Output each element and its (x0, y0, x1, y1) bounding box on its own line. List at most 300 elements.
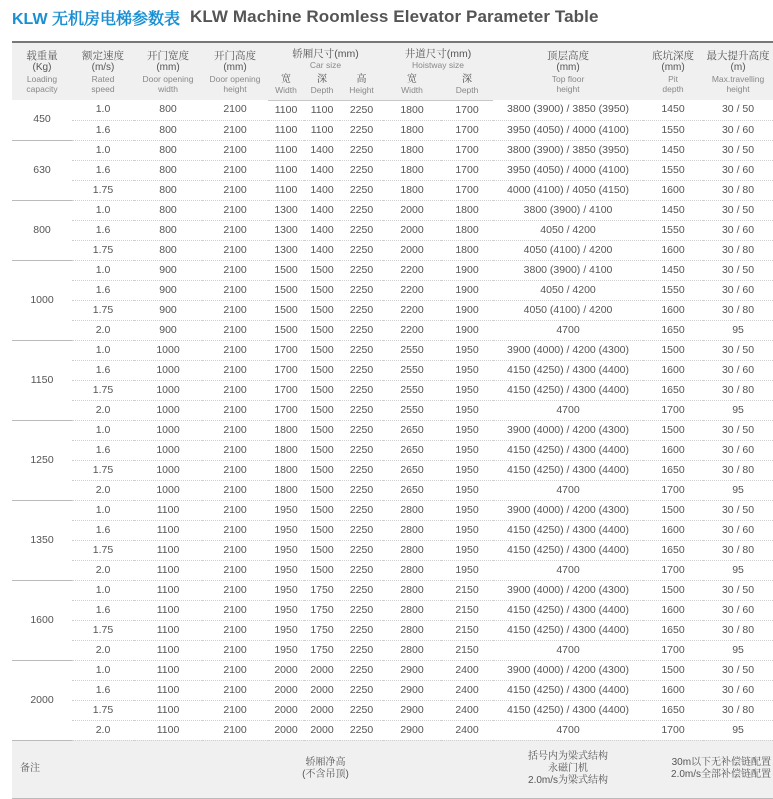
cell-car-depth: 1400 (304, 140, 340, 160)
cell-pit-depth: 1550 (643, 160, 703, 180)
cell-door-width: 1100 (134, 720, 202, 740)
cell-hoistway-depth: 1800 (441, 240, 493, 260)
cell-pit-depth: 1450 (643, 100, 703, 120)
cell-speed: 1.75 (72, 300, 134, 320)
cell-hoistway-depth: 1950 (441, 520, 493, 540)
cell-car-width: 1500 (268, 260, 304, 280)
cell-top-floor-height: 4700 (493, 480, 643, 500)
table-row (12, 360, 773, 380)
cell-hoistway-depth: 2150 (441, 640, 493, 660)
cell-hoistway-depth: 1700 (441, 140, 493, 160)
cell-pit-depth: 1650 (643, 620, 703, 640)
cell-speed: 1.0 (72, 660, 134, 680)
cell-hoistway-depth: 2150 (441, 620, 493, 640)
cell-car-depth: 1500 (304, 480, 340, 500)
cell-car-depth: 2000 (304, 720, 340, 740)
header-speed: 额定速度 (m/s) Rated speed (72, 42, 134, 100)
cell-door-height: 2100 (202, 440, 268, 460)
cell-hoistway-width: 2800 (383, 620, 441, 640)
cell-speed: 1.75 (72, 540, 134, 560)
header-hoistway: 井道尺寸(mm) Hoistway size (383, 42, 493, 70)
cell-speed: 1.75 (72, 240, 134, 260)
cell-car-height: 2250 (340, 200, 383, 220)
cell-pit-depth: 1600 (643, 240, 703, 260)
cell-door-height: 2100 (202, 680, 268, 700)
cell-travel-height: 30 / 50 (703, 140, 773, 160)
cell-top-floor-height: 4050 / 4200 (493, 280, 643, 300)
cell-car-width: 1500 (268, 300, 304, 320)
cell-car-height: 2250 (340, 420, 383, 440)
cell-door-height: 2100 (202, 100, 268, 120)
cell-pit-depth: 1650 (643, 460, 703, 480)
cell-hoistway-width: 2000 (383, 200, 441, 220)
cell-car-height: 2250 (340, 640, 383, 660)
cell-speed: 2.0 (72, 720, 134, 740)
cell-hoistway-width: 2000 (383, 240, 441, 260)
cell-pit-depth: 1550 (643, 220, 703, 240)
cell-door-height: 2100 (202, 240, 268, 260)
cell-load: 1350 (12, 500, 72, 580)
table-row (12, 700, 773, 720)
cell-door-height: 2100 (202, 460, 268, 480)
cell-top-floor-height: 4700 (493, 560, 643, 580)
cell-door-width: 800 (134, 180, 202, 200)
header-car-size: 轿厢尺寸(mm) Car size (268, 42, 383, 70)
table-row (12, 280, 773, 300)
cell-car-width: 1100 (268, 100, 304, 120)
cell-speed: 1.0 (72, 420, 134, 440)
cell-travel-height: 30 / 50 (703, 200, 773, 220)
cell-door-width: 1000 (134, 480, 202, 500)
table-row (12, 680, 773, 700)
cell-car-width: 1800 (268, 460, 304, 480)
cell-door-height: 2100 (202, 600, 268, 620)
cell-hoistway-depth: 1900 (441, 320, 493, 340)
cell-car-depth: 2000 (304, 700, 340, 720)
table-row (12, 220, 773, 240)
cell-pit-depth: 1500 (643, 500, 703, 520)
cell-top-floor-height: 3800 (3900) / 4100 (493, 260, 643, 280)
cell-load: 630 (12, 140, 72, 200)
cell-hoistway-depth: 1950 (441, 540, 493, 560)
cell-hoistway-width: 1800 (383, 120, 441, 140)
cell-hoistway-depth: 2400 (441, 660, 493, 680)
cell-car-width: 1300 (268, 220, 304, 240)
cell-door-height: 2100 (202, 580, 268, 600)
cell-speed: 1.75 (72, 460, 134, 480)
table-row (12, 260, 773, 280)
cell-car-height: 2250 (340, 720, 383, 740)
cell-door-width: 900 (134, 300, 202, 320)
header-travel: 最大提升高度 (m) Max.travelling height (703, 42, 773, 100)
cell-car-depth: 1400 (304, 220, 340, 240)
cell-hoistway-width: 2800 (383, 600, 441, 620)
cell-pit-depth: 1500 (643, 660, 703, 680)
table-row (12, 480, 773, 500)
cell-door-width: 1100 (134, 520, 202, 540)
cell-hoistway-width: 2200 (383, 260, 441, 280)
cell-pit-depth: 1450 (643, 200, 703, 220)
cell-load: 1250 (12, 420, 72, 500)
cell-speed: 1.0 (72, 100, 134, 120)
cell-hoistway-width: 1800 (383, 140, 441, 160)
cell-car-height: 2250 (340, 180, 383, 200)
cell-top-floor-height: 4150 (4250) / 4300 (4400) (493, 600, 643, 620)
cell-door-height: 2100 (202, 380, 268, 400)
cell-pit-depth: 1600 (643, 300, 703, 320)
cell-hoistway-depth: 1950 (441, 340, 493, 360)
cell-car-width: 1300 (268, 240, 304, 260)
cell-car-width: 1100 (268, 160, 304, 180)
cell-travel-height: 30 / 50 (703, 340, 773, 360)
cell-travel-height: 30 / 60 (703, 600, 773, 620)
cell-load: 2000 (12, 660, 72, 740)
cell-door-height: 2100 (202, 180, 268, 200)
cell-door-width: 1100 (134, 540, 202, 560)
cell-car-width: 1950 (268, 580, 304, 600)
cell-speed: 1.75 (72, 700, 134, 720)
cell-hoistway-depth: 1950 (441, 560, 493, 580)
car-height-note: 轿厢净高 (不含吊顶) (268, 740, 383, 798)
cell-car-depth: 1100 (304, 100, 340, 120)
cell-travel-height: 95 (703, 320, 773, 340)
cell-speed: 2.0 (72, 320, 134, 340)
cell-car-width: 2000 (268, 720, 304, 740)
cell-car-width: 1100 (268, 180, 304, 200)
cell-door-width: 800 (134, 220, 202, 240)
cell-door-width: 1100 (134, 580, 202, 600)
table-row (12, 540, 773, 560)
cell-car-depth: 1500 (304, 300, 340, 320)
cell-load: 450 (12, 100, 72, 140)
cell-hoistway-width: 2900 (383, 660, 441, 680)
cell-hoistway-depth: 1950 (441, 440, 493, 460)
cell-door-height: 2100 (202, 280, 268, 300)
cell-hoistway-width: 2200 (383, 300, 441, 320)
cell-door-height: 2100 (202, 540, 268, 560)
cell-travel-height: 30 / 60 (703, 160, 773, 180)
cell-car-height: 2250 (340, 460, 383, 480)
cell-car-height: 2250 (340, 660, 383, 680)
notes-label: 备注 (12, 740, 134, 798)
cell-car-depth: 1400 (304, 160, 340, 180)
cell-hoistway-depth: 1800 (441, 220, 493, 240)
cell-travel-height: 30 / 80 (703, 380, 773, 400)
cell-door-height: 2100 (202, 200, 268, 220)
cell-pit-depth: 1700 (643, 560, 703, 580)
cell-speed: 1.6 (72, 160, 134, 180)
cell-speed: 1.6 (72, 280, 134, 300)
cell-top-floor-height: 4150 (4250) / 4300 (4400) (493, 680, 643, 700)
cell-door-height: 2100 (202, 420, 268, 440)
cell-car-depth: 1500 (304, 560, 340, 580)
cell-car-depth: 1100 (304, 120, 340, 140)
cell-hoistway-width: 2900 (383, 720, 441, 740)
cell-hoistway-depth: 2400 (441, 720, 493, 740)
cell-speed: 1.0 (72, 500, 134, 520)
cell-door-height: 2100 (202, 480, 268, 500)
cell-car-height: 2250 (340, 560, 383, 580)
cell-car-height: 2250 (340, 220, 383, 240)
cell-car-height: 2250 (340, 280, 383, 300)
cell-hoistway-depth: 1800 (441, 200, 493, 220)
cell-hoistway-width: 2550 (383, 380, 441, 400)
cell-car-width: 2000 (268, 700, 304, 720)
cell-car-width: 1700 (268, 380, 304, 400)
cell-door-height: 2100 (202, 720, 268, 740)
cell-travel-height: 30 / 50 (703, 580, 773, 600)
table-row (12, 580, 773, 600)
cell-door-height: 2100 (202, 220, 268, 240)
cell-car-width: 1950 (268, 640, 304, 660)
cell-travel-height: 30 / 50 (703, 100, 773, 120)
cell-top-floor-height: 3800 (3900) / 4100 (493, 200, 643, 220)
cell-hoistway-depth: 1950 (441, 480, 493, 500)
table-row (12, 620, 773, 640)
header-car-depth: 深 Depth (304, 70, 340, 100)
cell-pit-depth: 1650 (643, 380, 703, 400)
header-hoistway-width: 宽 Width (383, 70, 441, 100)
cell-car-depth: 1500 (304, 440, 340, 460)
cell-car-depth: 1500 (304, 360, 340, 380)
cell-car-width: 1700 (268, 360, 304, 380)
cell-hoistway-width: 1800 (383, 100, 441, 120)
cell-hoistway-width: 2550 (383, 400, 441, 420)
cell-car-depth: 1500 (304, 460, 340, 480)
cell-car-width: 1950 (268, 620, 304, 640)
cell-hoistway-width: 2800 (383, 520, 441, 540)
cell-door-height: 2100 (202, 260, 268, 280)
cell-pit-depth: 1600 (643, 520, 703, 540)
cell-car-depth: 1750 (304, 580, 340, 600)
cell-car-height: 2250 (340, 520, 383, 540)
cell-top-floor-height: 3950 (4050) / 4000 (4100) (493, 160, 643, 180)
cell-door-width: 900 (134, 260, 202, 280)
table-row (12, 560, 773, 580)
page-title (12, 6, 599, 28)
cell-door-height: 2100 (202, 160, 268, 180)
cell-car-depth: 1500 (304, 520, 340, 540)
cell-car-depth: 1400 (304, 200, 340, 220)
cell-door-height: 2100 (202, 640, 268, 660)
cell-door-height: 2100 (202, 400, 268, 420)
cell-door-width: 800 (134, 240, 202, 260)
cell-door-width: 1000 (134, 380, 202, 400)
cell-speed: 1.0 (72, 580, 134, 600)
cell-door-height: 2100 (202, 520, 268, 540)
cell-top-floor-height: 4050 / 4200 (493, 220, 643, 240)
cell-hoistway-width: 2550 (383, 360, 441, 380)
cell-pit-depth: 1500 (643, 420, 703, 440)
cell-door-width: 1000 (134, 360, 202, 380)
cell-hoistway-depth: 1700 (441, 120, 493, 140)
table-row (12, 200, 773, 220)
cell-pit-depth: 1600 (643, 360, 703, 380)
cell-travel-height: 30 / 60 (703, 360, 773, 380)
cell-car-height: 2250 (340, 120, 383, 140)
cell-car-depth: 1500 (304, 400, 340, 420)
cell-car-width: 1800 (268, 440, 304, 460)
cell-speed: 2.0 (72, 640, 134, 660)
cell-travel-height: 30 / 80 (703, 540, 773, 560)
cell-top-floor-height: 4150 (4250) / 4300 (4400) (493, 460, 643, 480)
cell-car-depth: 1500 (304, 280, 340, 300)
cell-travel-height: 30 / 50 (703, 260, 773, 280)
cell-car-width: 1950 (268, 540, 304, 560)
cell-hoistway-width: 2800 (383, 500, 441, 520)
header-pit: 底坑深度 (mm) Pit depth (643, 42, 703, 100)
table-row (12, 160, 773, 180)
cell-hoistway-width: 1800 (383, 180, 441, 200)
cell-door-width: 1100 (134, 640, 202, 660)
cell-top-floor-height: 3900 (4000) / 4200 (4300) (493, 580, 643, 600)
cell-hoistway-width: 2900 (383, 680, 441, 700)
cell-speed: 1.0 (72, 140, 134, 160)
cell-speed: 2.0 (72, 400, 134, 420)
header-door-width: 开门宽度 (mm) Door opening width (134, 42, 202, 100)
cell-door-width: 800 (134, 140, 202, 160)
cell-hoistway-width: 2800 (383, 640, 441, 660)
cell-top-floor-height: 4700 (493, 320, 643, 340)
cell-speed: 1.0 (72, 340, 134, 360)
cell-hoistway-width: 1800 (383, 160, 441, 180)
cell-car-height: 2250 (340, 600, 383, 620)
cell-speed: 1.0 (72, 200, 134, 220)
cell-door-height: 2100 (202, 500, 268, 520)
cell-hoistway-width: 2200 (383, 280, 441, 300)
cell-car-width: 1950 (268, 500, 304, 520)
cell-door-height: 2100 (202, 320, 268, 340)
cell-top-floor-height: 4700 (493, 720, 643, 740)
cell-speed: 1.6 (72, 680, 134, 700)
cell-door-width: 1000 (134, 420, 202, 440)
cell-travel-height: 95 (703, 560, 773, 580)
cell-pit-depth: 1700 (643, 400, 703, 420)
cell-hoistway-width: 2800 (383, 540, 441, 560)
cell-hoistway-width: 2650 (383, 420, 441, 440)
header-load: 载重量 (Kg) Loading capacity (12, 42, 72, 100)
cell-speed: 1.75 (72, 180, 134, 200)
table-row (12, 340, 773, 360)
cell-speed: 1.6 (72, 360, 134, 380)
cell-pit-depth: 1650 (643, 700, 703, 720)
cell-top-floor-height: 4700 (493, 400, 643, 420)
cell-speed: 1.6 (72, 600, 134, 620)
cell-car-width: 1950 (268, 560, 304, 580)
cell-car-width: 1700 (268, 400, 304, 420)
cell-door-width: 800 (134, 120, 202, 140)
cell-door-width: 1100 (134, 660, 202, 680)
cell-top-floor-height: 3950 (4050) / 4000 (4100) (493, 120, 643, 140)
cell-travel-height: 30 / 80 (703, 240, 773, 260)
cell-car-depth: 1500 (304, 260, 340, 280)
cell-hoistway-depth: 1700 (441, 100, 493, 120)
cell-door-width: 1100 (134, 500, 202, 520)
cell-pit-depth: 1600 (643, 680, 703, 700)
cell-car-height: 2250 (340, 540, 383, 560)
table-row (12, 140, 773, 160)
cell-door-width: 800 (134, 160, 202, 180)
cell-top-floor-height: 4150 (4250) / 4300 (4400) (493, 360, 643, 380)
cell-travel-height: 30 / 50 (703, 420, 773, 440)
header-hoistway-depth: 深 Depth (441, 70, 493, 100)
cell-car-height: 2250 (340, 380, 383, 400)
cell-door-height: 2100 (202, 700, 268, 720)
cell-top-floor-height: 3900 (4000) / 4200 (4300) (493, 500, 643, 520)
cell-top-floor-height: 3900 (4000) / 4200 (4300) (493, 340, 643, 360)
cell-door-width: 1000 (134, 440, 202, 460)
cell-car-width: 1300 (268, 200, 304, 220)
table-row (12, 320, 773, 340)
cell-travel-height: 30 / 60 (703, 680, 773, 700)
cell-travel-height: 95 (703, 720, 773, 740)
cell-car-height: 2250 (340, 300, 383, 320)
cell-pit-depth: 1700 (643, 640, 703, 660)
cell-travel-height: 30 / 80 (703, 180, 773, 200)
cell-car-height: 2250 (340, 400, 383, 420)
cell-car-height: 2250 (340, 320, 383, 340)
cell-top-floor-height: 4150 (4250) / 4300 (4400) (493, 380, 643, 400)
cell-door-width: 900 (134, 320, 202, 340)
cell-door-width: 800 (134, 100, 202, 120)
cell-hoistway-depth: 1900 (441, 300, 493, 320)
cell-door-width: 1100 (134, 560, 202, 580)
cell-pit-depth: 1700 (643, 720, 703, 740)
cell-top-floor-height: 4150 (4250) / 4300 (4400) (493, 440, 643, 460)
cell-car-depth: 1500 (304, 380, 340, 400)
table-row (12, 180, 773, 200)
cell-pit-depth: 1600 (643, 440, 703, 460)
cell-hoistway-width: 2000 (383, 220, 441, 240)
cell-hoistway-width: 2650 (383, 480, 441, 500)
cell-car-width: 1950 (268, 600, 304, 620)
top-floor-note: 括号内为梁式结构 永磁门机 2.0m/s为梁式结构 (493, 740, 643, 798)
cell-top-floor-height: 3800 (3900) / 3850 (3950) (493, 100, 643, 120)
cell-hoistway-depth: 1950 (441, 400, 493, 420)
cell-car-height: 2250 (340, 620, 383, 640)
cell-hoistway-depth: 1950 (441, 360, 493, 380)
cell-door-height: 2100 (202, 120, 268, 140)
cell-car-depth: 1500 (304, 340, 340, 360)
table-row (12, 440, 773, 460)
cell-door-height: 2100 (202, 340, 268, 360)
cell-car-depth: 2000 (304, 680, 340, 700)
cell-door-height: 2100 (202, 360, 268, 380)
cell-car-height: 2250 (340, 580, 383, 600)
header-car-height: 高 Height (340, 70, 383, 100)
cell-pit-depth: 1600 (643, 600, 703, 620)
cell-pit-depth: 1650 (643, 320, 703, 340)
cell-car-depth: 1750 (304, 640, 340, 660)
table-body (12, 100, 773, 740)
cell-door-height: 2100 (202, 560, 268, 580)
header-car-width: 宽 Width (268, 70, 304, 100)
cell-speed: 1.6 (72, 120, 134, 140)
cell-travel-height: 95 (703, 400, 773, 420)
cell-pit-depth: 1550 (643, 120, 703, 140)
cell-load: 1600 (12, 580, 72, 660)
table-row (12, 600, 773, 620)
cell-travel-height: 30 / 60 (703, 280, 773, 300)
cell-top-floor-height: 4150 (4250) / 4300 (4400) (493, 540, 643, 560)
cell-load: 1000 (12, 260, 72, 340)
cell-speed: 1.75 (72, 620, 134, 640)
cell-travel-height: 30 / 80 (703, 460, 773, 480)
cell-hoistway-depth: 1950 (441, 380, 493, 400)
cell-hoistway-depth: 2150 (441, 600, 493, 620)
cell-top-floor-height: 4050 (4100) / 4200 (493, 300, 643, 320)
cell-hoistway-width: 2900 (383, 700, 441, 720)
